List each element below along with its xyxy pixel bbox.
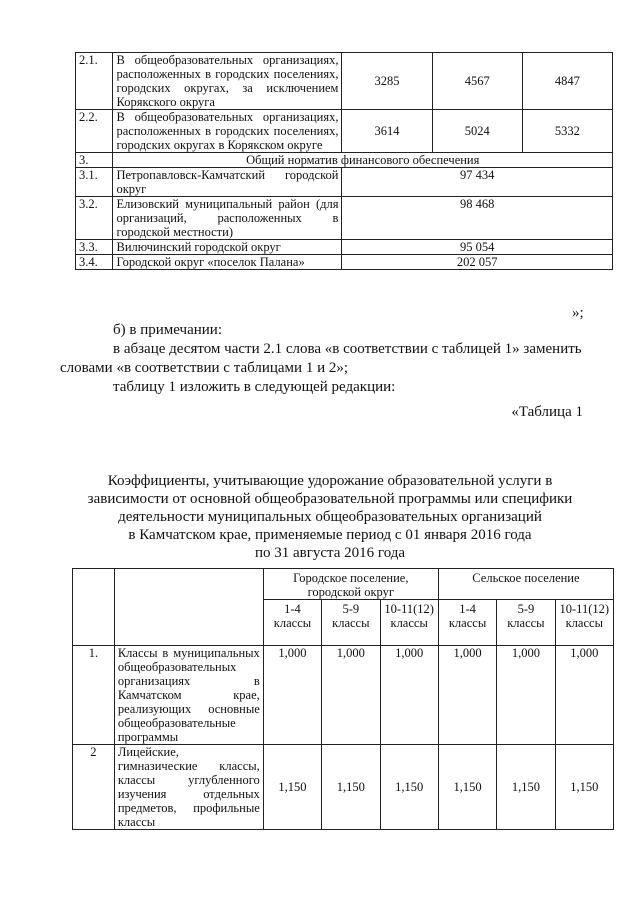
group-header-rural: Сельское поселение bbox=[438, 569, 613, 600]
row-description: Городской округ «поселок Палана» bbox=[113, 255, 342, 270]
row-number: 3.3. bbox=[76, 240, 113, 255]
row-description: В общеобразовательных организациях, расположенных в городских поселениях, городских округах, за исключением Корякского округа bbox=[113, 53, 342, 110]
closing-quote: »; bbox=[572, 305, 584, 321]
value-cell: 202 057 bbox=[342, 255, 613, 270]
value-cell: 97 434 bbox=[342, 168, 613, 197]
row-number: 3.2. bbox=[76, 197, 113, 240]
value-cell: 5024 bbox=[432, 110, 522, 153]
table-row bbox=[76, 153, 613, 168]
paragraph-line: таблицу 1 изложить в следующей редакции: bbox=[113, 379, 396, 395]
row-number: 2.2. bbox=[76, 110, 113, 153]
row-description: Елизовский муниципальный район (для организаций, расположенных в городской местности) bbox=[113, 197, 342, 240]
group-header-urban: Городское поселение, городской округ bbox=[263, 569, 438, 600]
coefficient-cell: 1,000 bbox=[555, 646, 613, 745]
coefficient-cell: 1,000 bbox=[322, 646, 380, 745]
coefficient-cell: 1,150 bbox=[555, 745, 613, 830]
table-row bbox=[73, 646, 614, 745]
row-number: 2 bbox=[73, 745, 115, 830]
coefficient-cell: 1,000 bbox=[438, 646, 496, 745]
row-description: Петропавловск-Камчатский городской округ bbox=[113, 168, 342, 197]
paragraph-line: словами «в соответствии с таблицами 1 и 2»; bbox=[60, 360, 349, 376]
row-number: 3.4. bbox=[76, 255, 113, 270]
value-cell: 95 054 bbox=[342, 240, 613, 255]
empty-header-cell bbox=[73, 569, 115, 646]
value-cell: 4847 bbox=[522, 53, 612, 110]
row-description: Классы в муниципальных общеобразовательных организациях в Камчатском крае, реализующих основные общеобразовательные программы bbox=[114, 646, 263, 745]
coefficient-cell: 1,150 bbox=[497, 745, 555, 830]
table-row bbox=[76, 255, 613, 270]
row-number: 3. bbox=[76, 153, 113, 168]
value-cell: 4567 bbox=[432, 53, 522, 110]
value-cell: 5332 bbox=[522, 110, 612, 153]
coefficient-cell: 1,150 bbox=[322, 745, 380, 830]
grade-header: 1-4 классы bbox=[263, 600, 321, 646]
value-cell: 98 468 bbox=[342, 197, 613, 240]
row-description: Лицейские, гимназические классы, классы углубленного изучения отдельных предметов, профильные классы bbox=[114, 745, 263, 830]
coefficient-cell: 1,150 bbox=[263, 745, 321, 830]
grade-header: 5-9 классы bbox=[497, 600, 555, 646]
grade-header: 1-4 классы bbox=[438, 600, 496, 646]
section-heading: Общий норматив финансового обеспечения bbox=[113, 153, 613, 168]
title-line: деятельности муниципальных общеобразовательных организаций bbox=[118, 509, 542, 525]
title-line: в Камчатском крае, применяемые период с 01 января 2016 года bbox=[128, 527, 532, 543]
row-number: 3.1. bbox=[76, 168, 113, 197]
row-number: 2.1. bbox=[76, 53, 113, 110]
coefficient-cell: 1,000 bbox=[497, 646, 555, 745]
table-label: «Таблица 1 bbox=[511, 404, 583, 420]
table-row bbox=[76, 168, 613, 197]
coefficient-cell: 1,000 bbox=[263, 646, 321, 745]
table-row bbox=[73, 745, 614, 830]
title-line: зависимости от основной общеобразовательной программы или специфики bbox=[87, 491, 573, 507]
row-number: 1. bbox=[73, 646, 115, 745]
value-cell: 3614 bbox=[342, 110, 432, 153]
value-cell: 3285 bbox=[342, 53, 432, 110]
grade-header: 5-9 классы bbox=[322, 600, 380, 646]
header-row bbox=[73, 569, 614, 600]
coefficients-table bbox=[72, 568, 614, 830]
coefficient-cell: 1,150 bbox=[380, 745, 438, 830]
empty-header-cell bbox=[114, 569, 263, 646]
grade-header: 10-11(12) классы bbox=[380, 600, 438, 646]
row-description: Вилючинский городской округ bbox=[113, 240, 342, 255]
table-row bbox=[76, 110, 613, 153]
table-row bbox=[76, 53, 613, 110]
coefficient-cell: 1,000 bbox=[380, 646, 438, 745]
table-row bbox=[76, 197, 613, 240]
paragraph-line: в абзаце десятом части 2.1 слова «в соответствии с таблицей 1» заменить bbox=[113, 341, 582, 357]
table-row bbox=[76, 240, 613, 255]
item-b: б) в примечании: bbox=[113, 322, 222, 338]
title-line: Коэффициенты, учитывающие удорожание образовательной услуги в bbox=[107, 473, 553, 489]
grade-header: 10-11(12) классы bbox=[555, 600, 613, 646]
norms-table bbox=[75, 52, 613, 270]
row-description: В общеобразовательных организациях, расположенных в городских поселениях, городских округах в Корякском округе bbox=[113, 110, 342, 153]
title-line: по 31 августа 2016 года bbox=[254, 545, 406, 561]
coefficient-cell: 1,150 bbox=[438, 745, 496, 830]
coefficients-title bbox=[60, 472, 600, 562]
